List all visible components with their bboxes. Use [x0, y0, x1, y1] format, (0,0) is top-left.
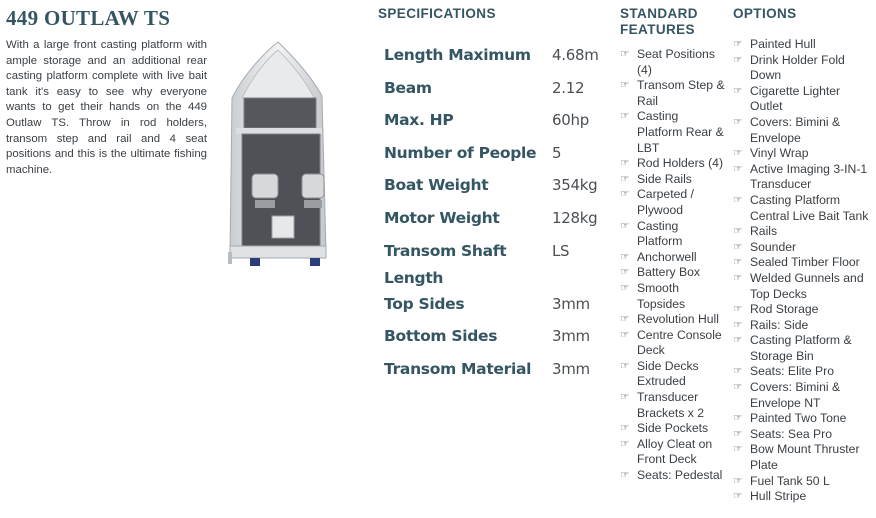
- spec-value: 60hp: [552, 111, 589, 130]
- pointing-hand-icon: ☞: [733, 490, 743, 503]
- pointing-hand-icon: ☞: [620, 469, 630, 482]
- pointing-hand-icon: ☞: [620, 313, 630, 326]
- list-item-text: Sounder: [750, 239, 797, 254]
- spec-value: 3mm: [552, 327, 590, 346]
- spec-row: [384, 236, 614, 289]
- list-item: [733, 193, 873, 224]
- list-item-text: Rod Holders (4): [637, 156, 724, 171]
- standard-features-list: [620, 47, 726, 484]
- pointing-hand-icon: ☞: [733, 147, 743, 160]
- list-item: [733, 84, 873, 115]
- list-item-text: Side Decks Extruded: [637, 358, 699, 389]
- list-item-text: Sealed Timber Floor: [750, 255, 860, 270]
- list-item-text: Side Pockets: [637, 421, 709, 436]
- options-list: [733, 37, 873, 505]
- list-item: [620, 47, 726, 78]
- list-item-text: Battery Box: [637, 265, 700, 280]
- list-item-text: Casting Platform: [637, 218, 683, 249]
- list-item: [733, 255, 873, 271]
- standard-features-heading: STANDARD FEATURES: [620, 6, 698, 37]
- list-item-text: Covers: Bimini & Envelope NT: [750, 380, 841, 410]
- pointing-hand-icon: ☞: [733, 225, 743, 238]
- pointing-hand-icon: ☞: [733, 474, 743, 487]
- pointing-hand-icon: ☞: [733, 381, 743, 394]
- list-item: [733, 364, 873, 380]
- spec-label: Max. HP: [384, 111, 454, 130]
- pointing-hand-icon: ☞: [733, 240, 743, 253]
- pointing-hand-icon: ☞: [733, 427, 743, 440]
- list-item-text: Transom Step & Rail: [637, 78, 725, 108]
- spec-value: 4.68m: [552, 46, 599, 64]
- list-item-text: Hull Stripe: [750, 489, 807, 504]
- pointing-hand-icon: ☞: [733, 53, 743, 66]
- pointing-hand-icon: ☞: [620, 79, 630, 92]
- boat-top-view-image: [222, 40, 334, 268]
- list-item-text: Alloy Cleat on Front Deck: [637, 436, 713, 467]
- spec-label: Transom Shaft Length: [384, 241, 507, 287]
- specifications-heading: SPECIFICATIONS: [378, 6, 496, 21]
- pointing-hand-icon: ☞: [620, 250, 630, 263]
- list-item: [733, 442, 873, 473]
- list-item: [733, 333, 873, 364]
- pointing-hand-icon: ☞: [620, 359, 630, 372]
- list-item: [733, 240, 873, 256]
- list-item: [733, 302, 873, 318]
- list-item: [733, 380, 873, 411]
- pointing-hand-icon: ☞: [733, 256, 743, 269]
- list-item: [733, 411, 873, 427]
- list-item: [733, 146, 873, 162]
- pointing-hand-icon: ☞: [733, 412, 743, 425]
- list-item: [733, 427, 873, 443]
- list-item: [620, 78, 726, 109]
- pointing-hand-icon: ☞: [733, 38, 743, 50]
- spec-label: Top Sides: [384, 294, 465, 313]
- list-item: [733, 224, 873, 240]
- list-item-text: Transducer Brackets x 2: [637, 390, 705, 420]
- spec-label: Number of People: [384, 143, 537, 162]
- pointing-hand-icon: ☞: [620, 110, 630, 123]
- spec-row: [384, 321, 614, 354]
- list-item-text: Rails: [750, 224, 778, 239]
- spec-row: [384, 73, 614, 106]
- list-item: [733, 115, 873, 146]
- list-item-text: Side Rails: [637, 171, 692, 186]
- spec-label: Bottom Sides: [384, 327, 498, 346]
- spec-value: 3mm: [552, 294, 590, 313]
- spec-row: [384, 203, 614, 236]
- pointing-hand-icon: ☞: [733, 443, 743, 456]
- pointing-hand-icon: ☞: [620, 437, 630, 450]
- list-item: [620, 109, 726, 156]
- pointing-hand-icon: ☞: [620, 219, 630, 232]
- pointing-hand-icon: ☞: [620, 328, 630, 341]
- list-item: [733, 37, 873, 53]
- list-item-text: Smooth Topsides: [637, 280, 686, 311]
- list-item: [620, 187, 726, 218]
- list-item-text: Cigarette Lighter Outlet: [750, 83, 841, 114]
- list-item-text: Anchorwell: [637, 249, 697, 264]
- list-item-text: Seats: Pedestal: [637, 468, 723, 483]
- spec-label: Length Maximum: [384, 46, 531, 64]
- list-item: [620, 421, 726, 437]
- list-item-text: Carpeted / Plywood: [637, 187, 694, 217]
- list-item-text: Revolution Hull: [637, 312, 719, 327]
- spec-value: 3mm: [552, 359, 590, 378]
- spec-value: 2.12: [552, 78, 585, 97]
- pointing-hand-icon: ☞: [620, 188, 630, 201]
- list-item-text: Rails: Side: [750, 317, 809, 332]
- pointing-hand-icon: ☞: [733, 271, 743, 284]
- list-item: [733, 489, 873, 505]
- list-item: [620, 172, 726, 188]
- list-item-text: Casting Platform Rear & LBT: [637, 109, 724, 155]
- list-item: [733, 53, 873, 84]
- spec-label: Beam: [384, 78, 432, 97]
- list-item-text: Bow Mount Thruster Plate: [750, 442, 860, 473]
- list-item: [620, 281, 726, 312]
- list-item: [620, 312, 726, 328]
- spec-label: Boat Weight: [384, 176, 489, 195]
- spec-value: LS: [552, 241, 570, 260]
- spec-row: [384, 40, 614, 73]
- list-item-text: Painted Two Tone: [750, 411, 847, 426]
- list-item-text: Painted Hull: [750, 37, 816, 51]
- list-item: [620, 265, 726, 281]
- pointing-hand-icon: ☞: [620, 266, 630, 279]
- pointing-hand-icon: ☞: [620, 48, 630, 60]
- product-title: 449 OUTLAW TS: [6, 6, 171, 30]
- pointing-hand-icon: ☞: [733, 84, 743, 97]
- list-item: [620, 390, 726, 421]
- spec-row: [384, 138, 614, 171]
- list-item-text: Drink Holder Fold Down: [750, 52, 845, 83]
- list-item-text: Seats: Elite Pro: [750, 364, 834, 379]
- list-item-text: Welded Gunnels and Top Decks: [750, 270, 864, 301]
- pointing-hand-icon: ☞: [733, 193, 743, 206]
- list-item-text: Centre Console Deck: [637, 327, 722, 358]
- list-item: [620, 359, 726, 390]
- list-item-text: Covers: Bimini & Envelope: [750, 114, 841, 145]
- spec-label: Motor Weight: [384, 208, 500, 227]
- list-item: [733, 162, 873, 193]
- pointing-hand-icon: ☞: [620, 172, 630, 185]
- product-description: With a large front casting platform with ample storage and an additional rear casting platform complete with live bait tank it's easy to see why everyone wants to get their hands on the 449 Outlaw TS. Throw in rod holders, transom step and rail and 4 seat positions and this is the ultimate fishing machine.: [6, 39, 207, 176]
- pointing-hand-icon: ☞: [733, 334, 743, 347]
- list-item-text: Seat Positions (4): [637, 47, 715, 77]
- list-item-text: Seats: Sea Pro: [750, 426, 832, 441]
- specifications-table: [384, 40, 614, 386]
- list-item: [620, 437, 726, 468]
- pointing-hand-icon: ☞: [733, 162, 743, 175]
- list-item: [733, 271, 873, 302]
- list-item-text: Casting Platform Central Live Bait Tank: [750, 192, 869, 223]
- spec-value: 128kg: [552, 208, 598, 227]
- list-item: [620, 250, 726, 266]
- spec-row: [384, 289, 614, 322]
- pointing-hand-icon: ☞: [733, 115, 743, 128]
- pointing-hand-icon: ☞: [733, 365, 743, 378]
- list-item: [733, 318, 873, 334]
- spec-value: 5: [552, 143, 562, 162]
- pointing-hand-icon: ☞: [733, 318, 743, 331]
- spec-row: [384, 354, 614, 387]
- pointing-hand-icon: ☞: [620, 391, 630, 404]
- list-item: [733, 474, 873, 490]
- spec-value: 354kg: [552, 176, 598, 195]
- pointing-hand-icon: ☞: [620, 281, 630, 294]
- spec-row: [384, 170, 614, 203]
- list-item-text: Vinyl Wrap: [750, 146, 809, 161]
- list-item: [620, 328, 726, 359]
- list-item-text: Fuel Tank 50 L: [750, 473, 830, 488]
- list-item-text: Active Imaging 3-IN-1 Transducer: [750, 161, 868, 192]
- spec-label: Transom Material: [384, 359, 532, 378]
- list-item-text: Casting Platform & Storage Bin: [750, 333, 852, 363]
- list-item-text: Rod Storage: [750, 302, 819, 317]
- list-item: [620, 156, 726, 172]
- pointing-hand-icon: ☞: [733, 303, 743, 316]
- pointing-hand-icon: ☞: [620, 157, 630, 170]
- options-heading: OPTIONS: [733, 6, 797, 21]
- list-item: [620, 468, 726, 484]
- list-item: [620, 219, 726, 250]
- pointing-hand-icon: ☞: [620, 422, 630, 435]
- spec-row: [384, 105, 614, 138]
